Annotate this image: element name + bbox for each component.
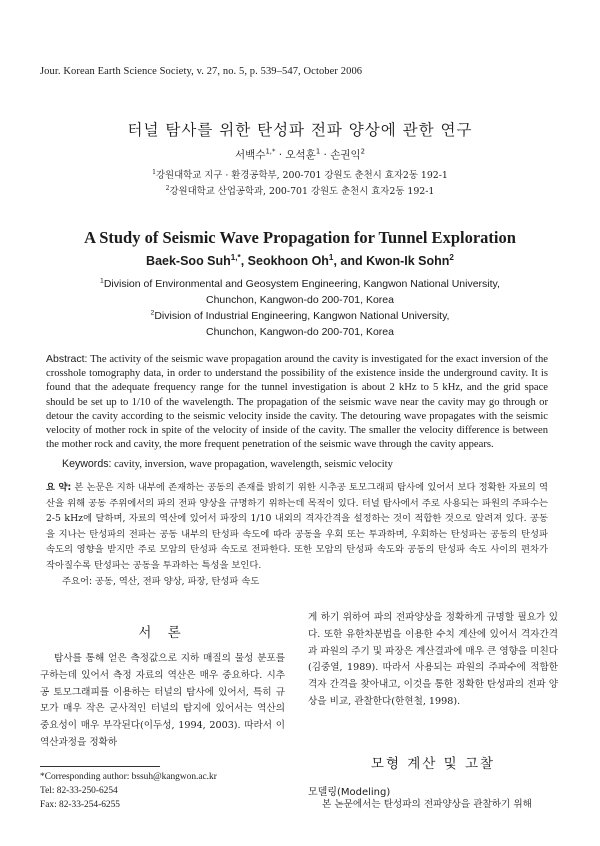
author-1-ko-sup: 1,*	[265, 147, 276, 156]
english-title: A Study of Seismic Wave Propagation for Tunnel Exploration	[84, 228, 516, 247]
english-affiliation-1-line2: Chunchon, Kangwon-do 200-701, Korea	[206, 294, 394, 306]
english-affiliation-1-sup: 1	[100, 277, 104, 285]
intro-right-column	[308, 610, 558, 711]
keywords-text: cavity, inversion, wave propagation, wavelength, seismic velocity	[114, 459, 393, 470]
korean-affiliation-1-sup: 1	[152, 168, 156, 176]
footnote-corresponding: *Corresponding author: bssuh@kangwon.ac.kr	[40, 772, 217, 782]
korean-title: 터널 탐사를 위한 탄성파 전파 양상에 관한 연구	[127, 121, 473, 139]
author-2-ko-sup: 1	[315, 147, 321, 156]
author-1-en-sup: 1,*	[230, 252, 241, 262]
author-3-ko: 손권익	[330, 149, 361, 161]
korean-affiliation-1-text: 강원대학교 지구 · 환경공학부, 200-701 강원도 춘천시 효자2동 192-1	[155, 170, 448, 181]
korean-affiliation-2-sup: 2	[165, 184, 170, 192]
english-affiliation-1	[0, 276, 600, 308]
korean-abstract-text: 본 논문은 지하 내부에 존재하는 공동의 존재를 밝히기 위한 시추공 토모그래피 탐사에 있어서 보다 정확한 자료의 역산을 위해 공동 주위에서의 파의 전파 양상을 규명하기 위하는데 목적이 있다. 터널 탐사에서 주로 사용되는 파원의 주파수는 2-5 kHz에 달하며, 자료의 역산에 있어서 파장의 1/10 내외의 격자간격을 설정하는 것이 적합한 것으로 알려져 있다. 공동을 지나는 탄성파의 전파는 공동 내부의 탄성파 속도에 따라 공동을 우회 또는 투과하며, 우회하는 탄성파는 공동의 탄성파 속도의 영향을 받지만 주로 모암의 탄성파 속도로 전파한다. 또한 모암의 탄성파 속도와 공동의 탄성파 속도 사이의 편차가 작아질수록 탄성파는 공동을 투과하는 특성을 보인다.	[46, 482, 548, 571]
author-2-en: Seokhoon Oh	[247, 254, 329, 268]
english-affiliation-2-sup: 2	[150, 309, 155, 317]
modeling-subheading: 모델링(Modeling)	[308, 787, 391, 798]
author-and-en: , and	[333, 254, 367, 268]
keywords-label: Keywords:	[62, 458, 112, 470]
korean-affiliation-1	[0, 167, 600, 181]
intro-left-column	[40, 651, 285, 752]
english-affiliation-2-text: Division of Industrial Engineering, Kangwon National University,	[154, 310, 450, 322]
korean-keywords-label: 주요어:	[62, 576, 93, 587]
abstract-label: Abstract:	[46, 353, 88, 365]
author-sep-2: ·	[320, 149, 331, 161]
intro-right-paragraph: 게 하기 위하여 파의 전파양상을 정확하게 규명할 필요가 있다. 또한 유한차분법을 이용한 수치 계산에 있어서 격자간격과 파원의 주기 및 파장은 계산결과에 매우 큰 영향을 미친다(김중열, 1989). 따라서 사용되는 파원의 주파수에 적합한 격자 간격을 찾아내고, 이것을 통한 정확한 탄성파의 전파 양상을 비교, 관찰한다(한현철, 1998).	[308, 612, 558, 707]
footnote-fax: Fax: 82-33-254-6255	[40, 800, 120, 810]
author-sep-en-1: ,	[240, 254, 248, 268]
author-1-ko: 서백수	[235, 149, 266, 161]
author-3-en-sup: 2	[449, 252, 454, 262]
korean-abstract-label: 요 약:	[46, 482, 72, 493]
english-authors	[0, 254, 600, 268]
modeling-paragraph: 본 논문에서는 탄성파의 전파양상을 관찰하기 위해	[322, 799, 532, 810]
journal-citation: Jour. Korean Earth Science Society, v. 27, no. 5, p. 539–547, October 2006	[40, 66, 363, 77]
modeling-column	[308, 797, 558, 814]
korean-affiliation-2	[0, 183, 600, 197]
intro-left-paragraph: 탐사를 통해 얻은 측정값으로 지하 매질의 물성 분포를 구하는데 있어서 측정 자료의 역산은 매우 중요하다. 시추공 토모그래피를 이용하는 터널의 탐사에 있어서, 특히 규모가 매우 작은 군사적인 터널의 탐지에 있어서는 역산의 중요성이 매우 부각된다(이두성, 1994, 2003). 따라서 이 역산과정을 정확하	[40, 653, 285, 748]
english-affiliation-2	[0, 308, 600, 340]
author-2-ko: 오석훈	[285, 149, 316, 161]
english-affiliation-2-line2: Chunchon, Kangwon-do 200-701, Korea	[206, 326, 394, 338]
footnote-divider	[40, 766, 160, 767]
korean-abstract	[46, 480, 548, 574]
author-sep-1: ·	[275, 149, 286, 161]
author-3-en: Kwon-Ik Sohn	[366, 254, 450, 268]
author-2-en-sup: 1	[328, 252, 334, 262]
korean-affiliation-2-text: 강원대학교 산업공학과, 200-701 강원도 춘천시 효자2동 192-1	[169, 186, 435, 197]
english-affiliation-1-line1	[0, 276, 600, 292]
intro-heading: 서 론	[138, 625, 187, 641]
english-affiliation-2-line1	[0, 308, 600, 324]
korean-authors	[0, 147, 600, 162]
abstract-text: The activity of the seismic wave propagation around the cavity is investigated for the exact inversion of the crosshole tomography data, in order to understand the possibility of the existence inside the underground cavity. It is found that the adequate frequency range for the tunnel investigation is about 2 kHz to 5 kHz, and the grid space should be set up to 1/10 of the wavelength. The propagation of the seismic wave near the cavity may go through or detour the cavity according to the seismic velocity inside the cavity. The detouring wave propagates with the seismic velocity of mother rock in spite of the velocity of inside of the cavity. The smaller the velocity difference is between the mother rock and cavity, the more frequent penetration of the seismic wave through the cavity appears.	[46, 354, 548, 451]
korean-keywords	[62, 573, 552, 587]
author-3-ko-sup: 2	[360, 147, 365, 156]
footnote-tel: Tel: 82-33-250-6254	[40, 786, 118, 796]
keywords	[62, 458, 552, 470]
korean-keywords-text: 공동, 역산, 전파 양상, 파장, 탄성파 속도	[95, 576, 260, 587]
author-1-en: Baek-Soo Suh	[146, 254, 231, 268]
english-affiliation-1-text: Division of Environmental and Geosystem Engineering, Kangwon National University,	[103, 278, 500, 290]
model-heading: 모형 계산 및 고찰	[370, 756, 496, 772]
abstract	[46, 352, 548, 452]
